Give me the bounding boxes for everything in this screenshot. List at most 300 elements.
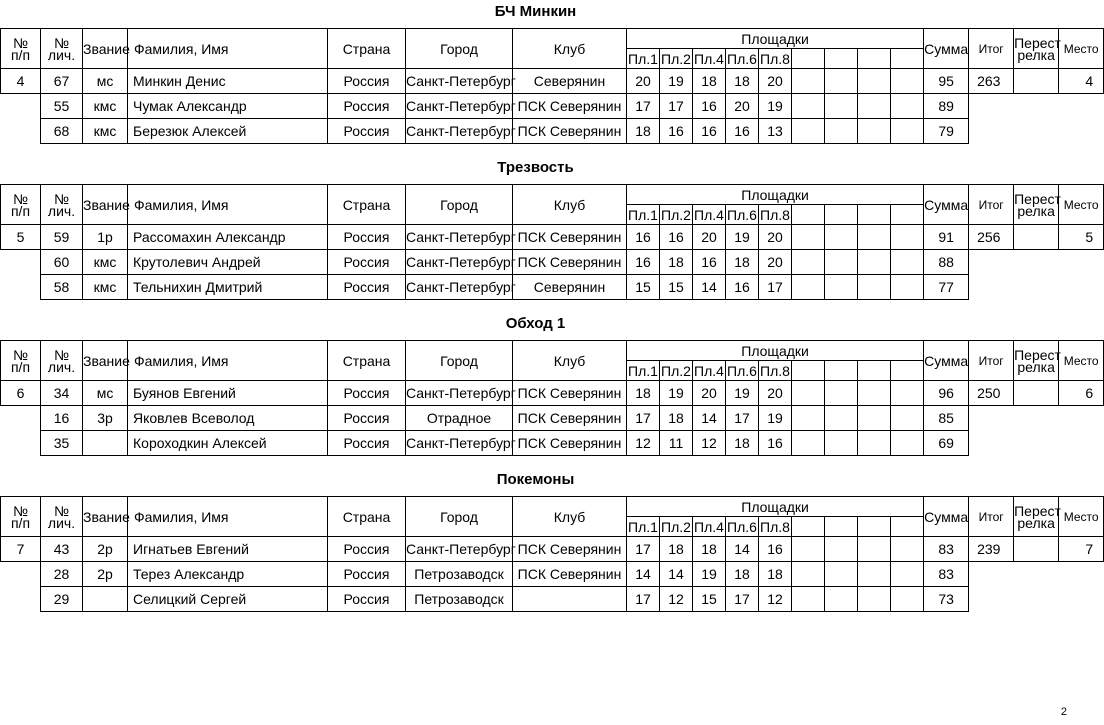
score: 16 (627, 225, 660, 250)
athlete-name: Терез Александр (128, 562, 328, 587)
shootoff (1014, 537, 1059, 562)
team-title: БЧ Минкин (494, 3, 577, 20)
header-country: Страна (328, 185, 406, 225)
score (825, 94, 858, 119)
license-number: 58 (41, 275, 83, 300)
empty-cell (1059, 275, 1104, 300)
score: 17 (627, 587, 660, 612)
athlete-name: Яковлев Всеволод (128, 406, 328, 431)
team-number: 6 (1, 381, 41, 406)
table-row (1, 431, 1104, 456)
header-area-col: Пл.1 (628, 518, 658, 535)
results-table (0, 340, 1104, 456)
header-area-col (792, 205, 825, 225)
shootoff (1014, 225, 1059, 250)
sum: 83 (924, 562, 969, 587)
empty-cell (969, 94, 1014, 119)
rank: кмс (83, 119, 128, 144)
header-area-col (825, 361, 858, 381)
rank: мс (83, 381, 128, 406)
shootoff (1014, 69, 1059, 94)
club (513, 587, 627, 612)
score (792, 275, 825, 300)
country: Россия (328, 225, 406, 250)
club: ПСК Северянин (513, 537, 627, 562)
header-area-col: Пл.4 (694, 50, 724, 67)
club: ПСК Северянин (513, 119, 627, 144)
athlete-name: Чумак Александр (128, 94, 328, 119)
header-place: Место (1059, 29, 1104, 69)
sum: 73 (924, 587, 969, 612)
header-area-col: Пл.2 (661, 518, 691, 535)
header-row (1, 497, 1104, 517)
city: Санкт-Петербург (406, 225, 513, 250)
score (858, 406, 891, 431)
results-table (0, 496, 1104, 612)
header-area-col: Пл.8 (760, 518, 790, 535)
score: 12 (693, 431, 726, 456)
team-place: 7 (1059, 537, 1104, 562)
header-num-line1: № (12, 346, 29, 363)
empty-cell (1059, 562, 1104, 587)
header-area-col (825, 205, 858, 225)
header-row (1, 185, 1104, 205)
club: Северянин (513, 69, 627, 94)
header-lic-line1: № (53, 346, 70, 363)
score (792, 250, 825, 275)
header-lic (41, 29, 83, 69)
score: 19 (693, 562, 726, 587)
sum: 69 (924, 431, 969, 456)
score (858, 431, 891, 456)
header-club: Клуб (513, 497, 627, 537)
country: Россия (328, 406, 406, 431)
rank (83, 431, 128, 456)
sum: 83 (924, 537, 969, 562)
license-number: 29 (41, 587, 83, 612)
team-title: Трезвость (497, 159, 574, 176)
header-name: Фамилия, Имя (128, 29, 328, 69)
sum: 88 (924, 250, 969, 275)
header-shootoff (1014, 497, 1059, 537)
header-num-line1: № (12, 502, 29, 519)
score: 19 (759, 94, 792, 119)
score: 14 (693, 406, 726, 431)
table-row (1, 587, 1104, 612)
score: 18 (660, 250, 693, 275)
score: 12 (627, 431, 660, 456)
empty-cell (969, 562, 1014, 587)
rank (83, 587, 128, 612)
score: 17 (726, 406, 759, 431)
score: 20 (759, 225, 792, 250)
score: 20 (759, 69, 792, 94)
header-shootoff-line1: Перест (1014, 34, 1061, 51)
page-number: 2 (1060, 706, 1067, 718)
header-num (1, 185, 41, 225)
score (825, 431, 858, 456)
score: 20 (627, 69, 660, 94)
score (825, 119, 858, 144)
header-area-col: Пл.2 (661, 206, 691, 223)
score: 18 (726, 431, 759, 456)
header-city: Город (406, 341, 513, 381)
empty-cell (1, 562, 41, 587)
header-lic-line2: лич. (47, 514, 76, 531)
empty-cell (1, 406, 41, 431)
header-num (1, 29, 41, 69)
score (891, 562, 924, 587)
header-country: Страна (328, 29, 406, 69)
header-lic (41, 497, 83, 537)
athlete-name: Рассомахин Александр (128, 225, 328, 250)
empty-cell (1014, 431, 1059, 456)
score (792, 94, 825, 119)
table-row (1, 381, 1104, 406)
header-area-col: Пл.4 (694, 362, 724, 379)
header-area-col: Пл.2 (661, 50, 691, 67)
header-area-col: Пл.1 (628, 362, 658, 379)
license-number: 34 (41, 381, 83, 406)
header-area-col: Пл.1 (628, 206, 658, 223)
header-area-col (858, 49, 891, 69)
header-place: Место (1059, 497, 1104, 537)
header-area-col: Пл.8 (760, 50, 790, 67)
header-lic-line2: лич. (47, 202, 76, 219)
score: 17 (627, 537, 660, 562)
score (825, 537, 858, 562)
header-area-col: Пл.4 (694, 518, 724, 535)
license-number: 28 (41, 562, 83, 587)
empty-cell (1014, 562, 1059, 587)
header-area-col: Пл.6 (727, 518, 757, 535)
score (792, 225, 825, 250)
team-total: 256 (969, 225, 1014, 250)
score: 20 (693, 381, 726, 406)
team-total: 239 (969, 537, 1014, 562)
header-total: Итог (969, 185, 1014, 225)
empty-cell (1014, 94, 1059, 119)
country: Россия (328, 562, 406, 587)
table-row (1, 275, 1104, 300)
country: Россия (328, 537, 406, 562)
header-sum: Сумма (924, 29, 969, 69)
country: Россия (328, 431, 406, 456)
header-sum: Сумма (924, 341, 969, 381)
score: 19 (660, 69, 693, 94)
score: 18 (726, 69, 759, 94)
header-area-col (792, 361, 825, 381)
header-shootoff (1014, 185, 1059, 225)
header-num-line1: № (12, 190, 29, 207)
header-area-col: Пл.4 (694, 206, 724, 223)
score (792, 562, 825, 587)
header-area-col (891, 205, 924, 225)
city: Санкт-Петербург (406, 381, 513, 406)
license-number: 55 (41, 94, 83, 119)
header-rank: Звание (83, 29, 128, 69)
score: 14 (726, 537, 759, 562)
header-club: Клуб (513, 341, 627, 381)
header-lic-line1: № (53, 502, 70, 519)
score: 18 (726, 250, 759, 275)
header-shootoff-line2: релка (1017, 358, 1055, 375)
score (825, 587, 858, 612)
score (792, 69, 825, 94)
table-row (1, 406, 1104, 431)
license-number: 35 (41, 431, 83, 456)
athlete-name: Игнатьев Евгений (128, 537, 328, 562)
score: 16 (693, 250, 726, 275)
club: ПСК Северянин (513, 94, 627, 119)
rank: 1р (83, 225, 128, 250)
header-area-col: Пл.6 (727, 362, 757, 379)
empty-cell (1059, 119, 1104, 144)
score: 18 (759, 562, 792, 587)
club: ПСК Северянин (513, 431, 627, 456)
city: Санкт-Петербург (406, 119, 513, 144)
header-area-col: Пл.8 (760, 206, 790, 223)
score: 20 (759, 381, 792, 406)
score: 16 (660, 119, 693, 144)
sum: 79 (924, 119, 969, 144)
header-shootoff (1014, 341, 1059, 381)
header-lic (41, 341, 83, 381)
header-shootoff-line2: релка (1017, 202, 1055, 219)
header-area-col (792, 517, 825, 537)
club: ПСК Северянин (513, 381, 627, 406)
header-area-col (891, 361, 924, 381)
header-area-col: Пл.8 (760, 362, 790, 379)
header-place: Место (1059, 185, 1104, 225)
shootoff (1014, 381, 1059, 406)
sum: 89 (924, 94, 969, 119)
table-row (1, 69, 1104, 94)
header-areas: Площадки (627, 185, 924, 205)
score (792, 406, 825, 431)
score (825, 69, 858, 94)
score: 17 (660, 94, 693, 119)
score (891, 225, 924, 250)
sum: 96 (924, 381, 969, 406)
score (858, 69, 891, 94)
empty-cell (1014, 119, 1059, 144)
athlete-name: Березюк Алексей (128, 119, 328, 144)
score: 17 (726, 587, 759, 612)
score (858, 225, 891, 250)
city: Санкт-Петербург (406, 431, 513, 456)
header-area-col (891, 517, 924, 537)
city: Санкт-Петербург (406, 250, 513, 275)
empty-cell (1059, 250, 1104, 275)
header-club: Клуб (513, 185, 627, 225)
header-num-line2: п/п (10, 202, 31, 219)
rank: мс (83, 69, 128, 94)
empty-cell (1059, 406, 1104, 431)
score (891, 119, 924, 144)
score (858, 587, 891, 612)
athlete-name: Буянов Евгений (128, 381, 328, 406)
score (858, 119, 891, 144)
score: 18 (693, 537, 726, 562)
score: 17 (759, 275, 792, 300)
country: Россия (328, 119, 406, 144)
table-row (1, 119, 1104, 144)
header-num-line1: № (12, 34, 29, 51)
score: 15 (627, 275, 660, 300)
score: 16 (726, 275, 759, 300)
score: 18 (660, 406, 693, 431)
score (891, 250, 924, 275)
score: 18 (627, 381, 660, 406)
header-areas: Площадки (627, 29, 924, 49)
score: 12 (759, 587, 792, 612)
score: 19 (759, 406, 792, 431)
header-num (1, 497, 41, 537)
header-shootoff-line1: Перест (1014, 502, 1061, 519)
score (825, 406, 858, 431)
country: Россия (328, 381, 406, 406)
rank: 2р (83, 537, 128, 562)
header-shootoff (1014, 29, 1059, 69)
header-name: Фамилия, Имя (128, 497, 328, 537)
country: Россия (328, 69, 406, 94)
table-row (1, 94, 1104, 119)
score: 16 (693, 119, 726, 144)
score: 18 (627, 119, 660, 144)
header-rank: Звание (83, 341, 128, 381)
header-lic-line1: № (53, 190, 70, 207)
athlete-name: Селицкий Сергей (128, 587, 328, 612)
city: Петрозаводск (406, 562, 513, 587)
score: 18 (726, 562, 759, 587)
empty-cell (969, 119, 1014, 144)
header-row (1, 341, 1104, 361)
empty-cell (1059, 94, 1104, 119)
team-number: 5 (1, 225, 41, 250)
header-shootoff-line1: Перест (1014, 346, 1061, 363)
empty-cell (1014, 275, 1059, 300)
score (891, 406, 924, 431)
team-place: 4 (1059, 69, 1104, 94)
score (858, 562, 891, 587)
club: ПСК Северянин (513, 562, 627, 587)
header-sum: Сумма (924, 185, 969, 225)
score: 20 (726, 94, 759, 119)
empty-cell (1014, 587, 1059, 612)
score (891, 69, 924, 94)
license-number: 16 (41, 406, 83, 431)
score: 17 (627, 406, 660, 431)
score (891, 275, 924, 300)
team-number: 7 (1, 537, 41, 562)
score (891, 381, 924, 406)
header-lic-line2: лич. (47, 46, 76, 63)
rank: 2р (83, 562, 128, 587)
license-number: 60 (41, 250, 83, 275)
header-total: Итог (969, 29, 1014, 69)
club: Северянин (513, 275, 627, 300)
header-lic-line1: № (53, 34, 70, 51)
team-number: 4 (1, 69, 41, 94)
score (825, 250, 858, 275)
rank: 3р (83, 406, 128, 431)
header-shootoff-line2: релка (1017, 514, 1055, 531)
score: 16 (726, 119, 759, 144)
score: 19 (726, 381, 759, 406)
header-area-col: Пл.2 (661, 362, 691, 379)
city: Петрозаводск (406, 587, 513, 612)
header-areas: Площадки (627, 341, 924, 361)
header-area-col: Пл.6 (727, 206, 757, 223)
team-place: 5 (1059, 225, 1104, 250)
score (891, 431, 924, 456)
header-place: Место (1059, 341, 1104, 381)
header-name: Фамилия, Имя (128, 341, 328, 381)
header-lic (41, 185, 83, 225)
empty-cell (1014, 406, 1059, 431)
header-num (1, 341, 41, 381)
empty-cell (1059, 431, 1104, 456)
header-area-col (858, 517, 891, 537)
country: Россия (328, 94, 406, 119)
header-area-col (858, 205, 891, 225)
score (891, 587, 924, 612)
header-name: Фамилия, Имя (128, 185, 328, 225)
header-num-line2: п/п (10, 46, 31, 63)
country: Россия (328, 250, 406, 275)
empty-cell (969, 431, 1014, 456)
header-area-col (792, 49, 825, 69)
score: 13 (759, 119, 792, 144)
score (858, 250, 891, 275)
header-areas: Площадки (627, 497, 924, 517)
empty-cell (1, 587, 41, 612)
header-sum: Сумма (924, 497, 969, 537)
header-lic-line2: лич. (47, 358, 76, 375)
athlete-name: Минкин Денис (128, 69, 328, 94)
empty-cell (969, 406, 1014, 431)
header-row (1, 29, 1104, 49)
empty-cell (1, 94, 41, 119)
empty-cell (969, 587, 1014, 612)
header-city: Город (406, 29, 513, 69)
city: Отрадное (406, 406, 513, 431)
score: 17 (627, 94, 660, 119)
header-shootoff-line1: Перест (1014, 190, 1061, 207)
score (792, 119, 825, 144)
rank: кмс (83, 94, 128, 119)
header-rank: Звание (83, 185, 128, 225)
score (792, 431, 825, 456)
empty-cell (1, 275, 41, 300)
score: 16 (759, 431, 792, 456)
team-total: 263 (969, 69, 1014, 94)
score (825, 562, 858, 587)
header-num-line2: п/п (10, 358, 31, 375)
score (792, 587, 825, 612)
score: 12 (660, 587, 693, 612)
header-area-col: Пл.1 (628, 50, 658, 67)
team-title: Покемоны (496, 471, 575, 488)
score: 18 (693, 69, 726, 94)
header-club: Клуб (513, 29, 627, 69)
header-area-col (858, 361, 891, 381)
club: ПСК Северянин (513, 225, 627, 250)
license-number: 59 (41, 225, 83, 250)
club: ПСК Северянин (513, 250, 627, 275)
table-row (1, 250, 1104, 275)
